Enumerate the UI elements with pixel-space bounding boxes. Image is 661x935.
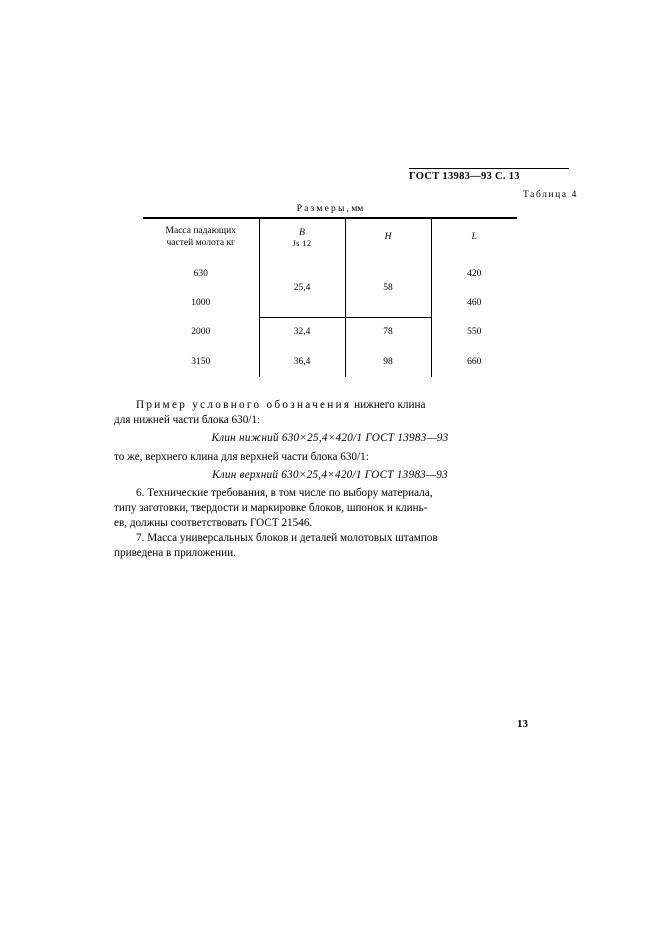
table-number-text: Таблица 4 [522, 190, 578, 200]
item6-line1: 6. Технические требования, в том числе по выбору материала, [136, 487, 433, 500]
example-intro-spaced: Пример условного обозначения [136, 399, 352, 411]
header-mass-line1: Масса падающих [165, 226, 236, 237]
table-row [143, 317, 517, 347]
table-units-suffix: , мм [346, 204, 364, 214]
designation-example-lower: Клин нижний 630×25,4×420/1 ГОСТ 13983—93 [211, 432, 449, 445]
table-number-label [0, 190, 578, 200]
cell-l: 460 [431, 288, 517, 317]
cell-b: 25,4 [259, 259, 345, 317]
paragraph-example-intro [114, 398, 546, 413]
item6-line3: ев, должны соответствовать ГОСТ 21546. [114, 517, 313, 530]
example-intro-rest: нижнего клина [351, 399, 426, 411]
item7-line2: приведена в приложении. [114, 547, 236, 560]
table-row [143, 259, 517, 288]
header-b-symbol: B [299, 227, 305, 239]
item6-line2: типу заготовки, твердости и маркировке блоков, шпонок и клинь- [114, 502, 428, 515]
designation-example-upper: Клин верхний 630×25,4×420/1 ГОСТ 13983—93 [212, 469, 448, 482]
header-mass-line2: частей молота кг [166, 238, 235, 248]
paragraph-same-upper: то же, верхнего клина для верхней части блока 630/1: [114, 450, 369, 463]
table-units-caption [143, 204, 517, 214]
paragraph-example-intro-line2: для нижней части блока 630/1: [114, 413, 261, 426]
cell-h: 98 [345, 347, 431, 377]
header-cell-l: L [431, 217, 517, 259]
header-b-tolerance: Js 12 [292, 238, 312, 248]
table-row [143, 347, 517, 377]
cell-b: 32,4 [259, 317, 345, 347]
cell-h: 78 [345, 317, 431, 347]
page-number: 13 [517, 718, 528, 730]
running-head: ГОСТ 13983—93 С. 13 [409, 168, 569, 182]
dimensions-table [143, 217, 517, 377]
header-cell-mass [143, 217, 259, 259]
table-header-row [143, 217, 517, 259]
item7-line1: 7. Масса универсальных блоков и деталей молотовых штампов [136, 532, 438, 545]
table-units-prefix: Размеры [296, 204, 347, 214]
header-cell-h: H [345, 217, 431, 259]
cell-l: 660 [431, 347, 517, 377]
cell-l: 420 [431, 259, 517, 288]
cell-l: 550 [431, 317, 517, 347]
cell-b: 36,4 [259, 347, 345, 377]
header-cell-b [259, 217, 345, 259]
cell-mass: 3150 [191, 356, 211, 367]
body-text [114, 398, 546, 561]
cell-mass: 1000 [191, 297, 211, 308]
cell-mass: 2000 [191, 326, 211, 337]
cell-h: 58 [345, 259, 431, 317]
cell-mass: 630 [193, 268, 208, 279]
